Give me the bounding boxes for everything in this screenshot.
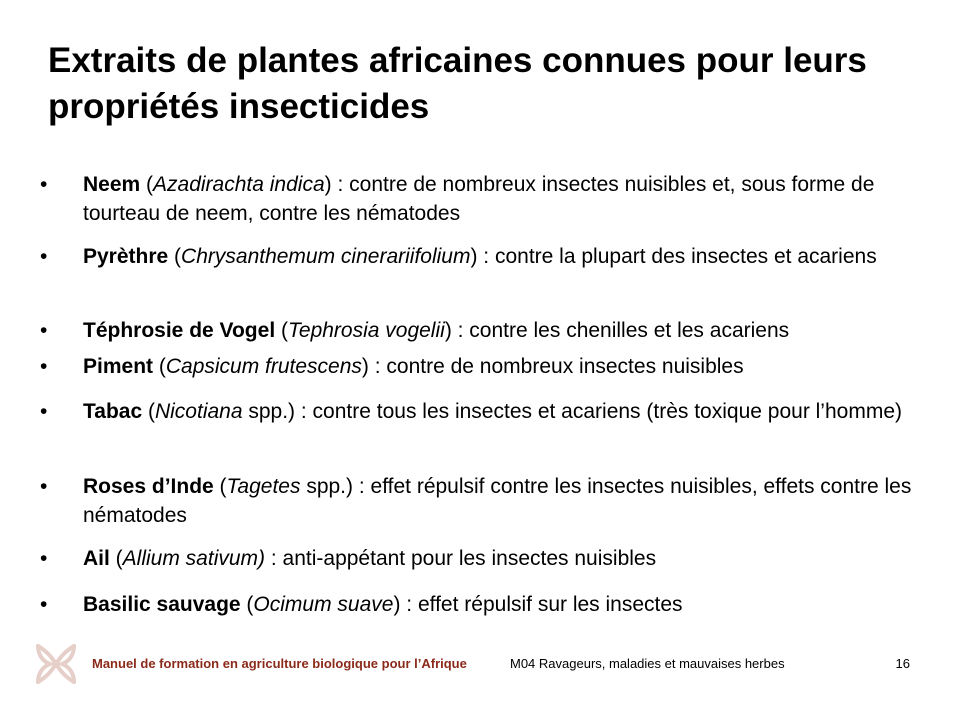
plant-description: ) : contre de nombreux insectes nuisibles [361, 355, 744, 378]
plant-description: ) : effet répulsif sur les insectes [393, 593, 683, 616]
plant-description: spp.) : contre tous les insectes et acariens (très toxique pour l’homme) [242, 400, 902, 423]
bullet-text [83, 242, 913, 271]
paren-open: ( [142, 400, 155, 423]
paren-open: ( [213, 475, 227, 498]
plant-name: Neem [83, 173, 141, 196]
bullet-dot: • [40, 355, 48, 378]
plant-name: Ail [83, 547, 110, 570]
page-number: 16 [895, 656, 910, 671]
plant-description: : anti-appétant pour les insectes nuisibles [265, 547, 657, 570]
slide-footer [0, 650, 960, 680]
species-name: Capsicum frutescens [165, 355, 362, 378]
species-name: Tephrosia vogelii [287, 319, 445, 342]
slide-title: Extraits de plantes africaines connues pour leurs propriétés insecticides [48, 41, 867, 126]
species-name: Allium sativum) [122, 547, 266, 570]
bullet-dot: • [40, 173, 48, 196]
bullet-text [83, 316, 913, 345]
plant-name: Basilic sauvage [83, 593, 241, 616]
plant-description: spp.) : effet répulsif contre les insectes nuisibles, effets contre les nématodes [83, 475, 912, 527]
paren-open: ( [153, 355, 166, 378]
species-name: Azadirachta indica [153, 173, 325, 196]
plant-name: Piment [83, 355, 154, 378]
bullet-text [83, 170, 913, 228]
plant-name: Pyrèthre [83, 245, 169, 268]
species-name: Tagetes [226, 475, 301, 498]
plant-description: ) : contre de nombreux insectes nuisibles et, sous forme de tourteau de neem, contre les nématodes [83, 173, 875, 225]
bullet-text [83, 397, 913, 426]
paren-open: ( [240, 593, 254, 616]
bullet-text [83, 590, 913, 619]
bullet-dot: • [40, 475, 48, 498]
bullet-dot: • [40, 245, 48, 268]
bullet-dot: • [40, 593, 48, 616]
paren-open: ( [109, 547, 123, 570]
species-name: Ocimum suave [253, 593, 394, 616]
species-name: Nicotiana [154, 400, 243, 423]
bullet-dot: • [40, 400, 48, 423]
plant-description: ) : contre les chenilles et les acariens [444, 319, 790, 342]
plant-name: Tabac [83, 400, 143, 423]
footer-module-title: M04 Ravageurs, maladies et mauvaises herbes [510, 656, 785, 671]
paren-open: ( [275, 319, 288, 342]
bullet-text [83, 544, 913, 573]
plant-name: Téphrosie de Vogel [83, 319, 276, 342]
bullet-dot: • [40, 547, 48, 570]
bullet-text [83, 352, 913, 381]
footer-manual-title: Manuel de formation en agriculture biologique pour l’Afrique [92, 656, 467, 671]
species-name: Chrysanthemum cinerariifolium [181, 245, 471, 268]
plant-name: Roses d’Inde [83, 475, 214, 498]
paren-open: ( [168, 245, 182, 268]
bullet-dot: • [40, 319, 48, 342]
paren-open: ( [140, 173, 154, 196]
bullet-text [83, 472, 913, 530]
plant-description: ) : contre la plupart des insectes et acariens [470, 245, 877, 268]
